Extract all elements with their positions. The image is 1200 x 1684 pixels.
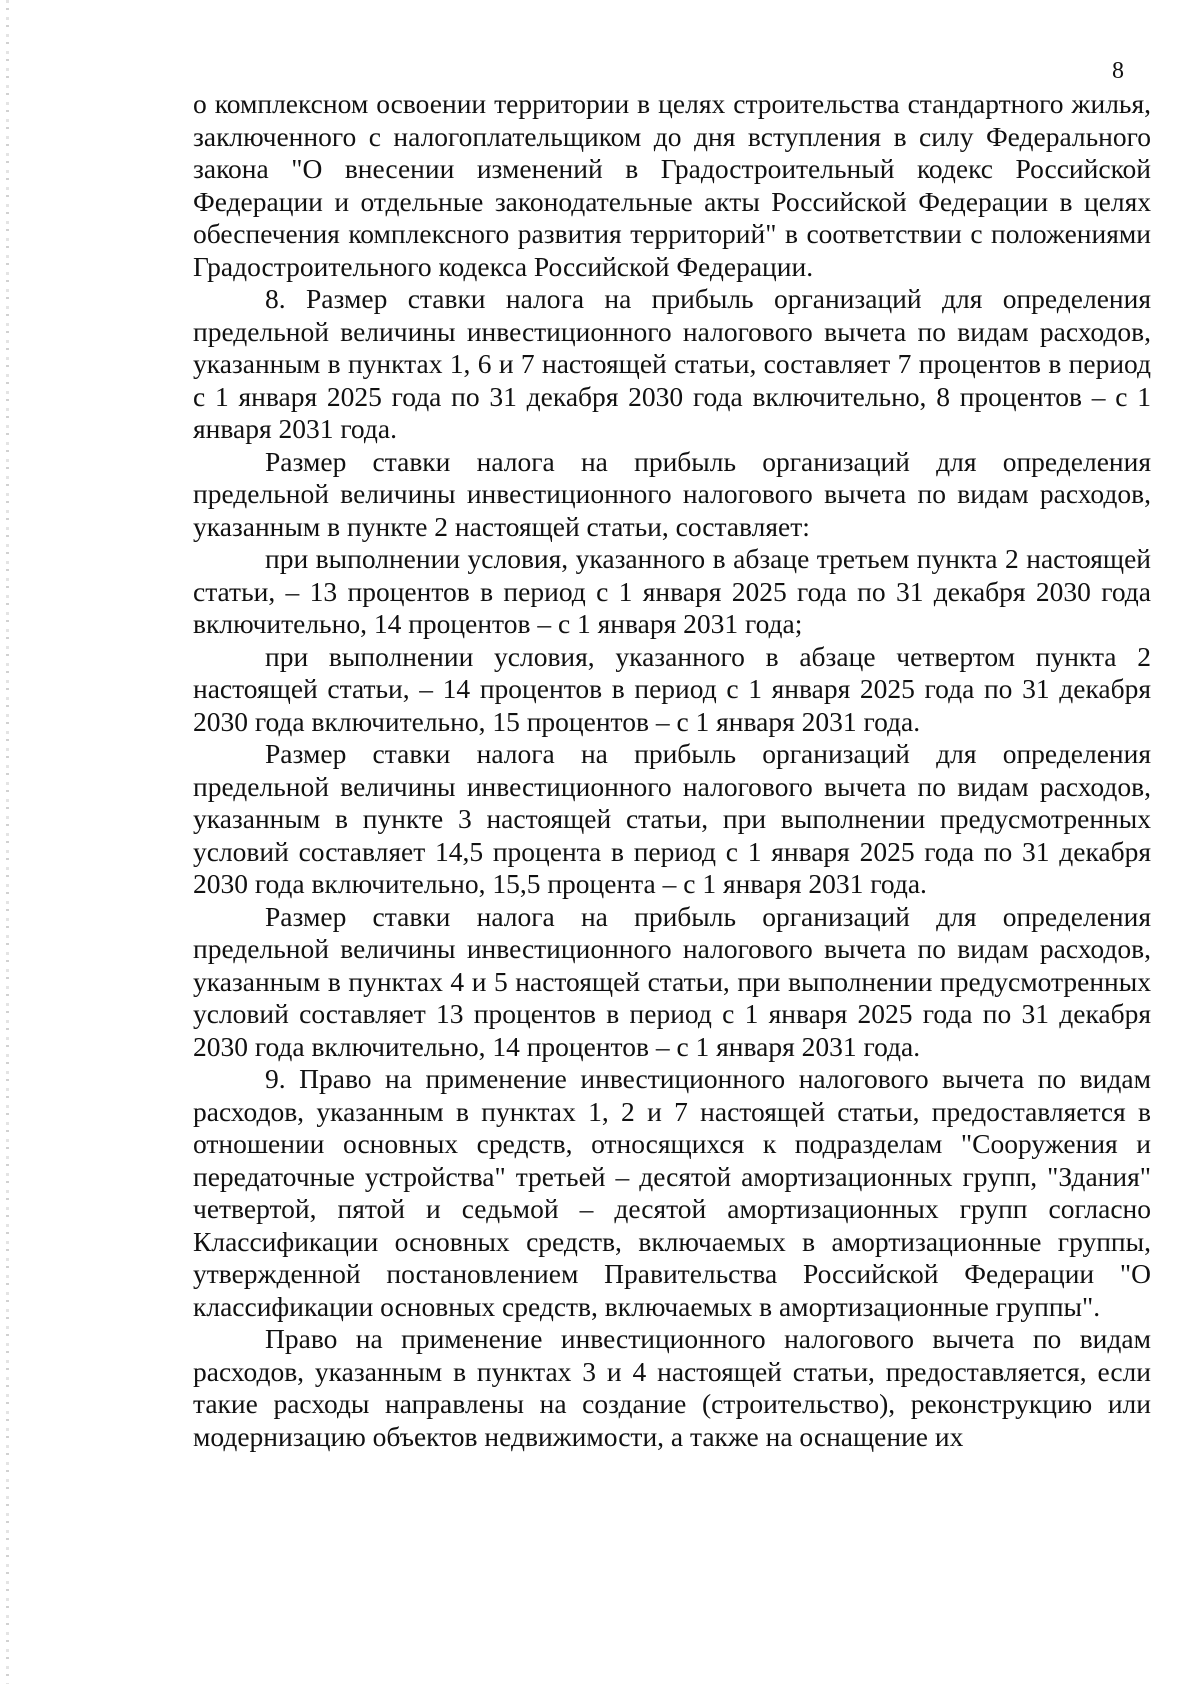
paragraph-continuation: о комплексном освоении территории в целях строительства стандартного жилья, заключенного с налогоплательщиком до дня вступления в силу Федерального закона "О внесении изменений в Градостроительный кодекс Российской Федерации и отдельные законодательные акты Российской Федерации в целях обеспечения комплексного развития территорий" в соответствии с положениями Градостроительного кодекса Российской Федерации. [193,88,1151,282]
paragraph-rate-items-4-5: Размер ставки налога на прибыль организаций для определения предельной величины инвестиционного налогового вычета по видам расходов, указанным в пунктах 4 и 5 настоящей статьи, при выполнении предусмотренных условий составляет 13 процентов в период с 1 января 2025 года по 31 декабря 2030 года включительно, 14 процентов – с 1 января 2031 года. [193,900,1151,1062]
page-number: 8 [1112,58,1124,84]
paragraph-condition-fourth: при выполнении условия, указанного в абзаце четвертом пункта 2 настоящей статьи, – 14 процентов в период с 1 января 2025 года по 31 декабря 2030 года включительно, 15 процентов – с 1 января 2031 года. [193,640,1151,737]
paragraph-item-8: 8. Размер ставки налога на прибыль организаций для определения предельной величины инвестиционного налогового вычета по видам расходов, указанным в пунктах 1, 6 и 7 настоящей статьи, составляет 7 процентов в период с 1 января 2025 года по 31 декабря 2030 года включительно, 8 процентов – с 1 января 2031 года. [193,283,1151,444]
document-body [193,88,1151,1453]
paragraph-right-items-3-4: Право на применение инвестиционного налогового вычета по видам расходов, указанным в пунктах 3 и 4 настоящей статьи, предоставляется, если такие расходы направлены на создание (строительство), реконструкцию или модернизацию объектов недвижимости, а также на оснащение их [193,1323,1151,1452]
paragraph-condition-third: при выполнении условия, указанного в абзаце третьем пункта 2 настоящей статьи, – 13 процентов в период с 1 января 2025 года по 31 декабря 2030 года включительно, 14 процентов – с 1 января 2031 года; [193,543,1151,639]
scan-edge-artifact [6,0,9,1684]
paragraph-item-9: 9. Право на применение инвестиционного налогового вычета по видам расходов, указанным в пунктах 1, 2 и 7 настоящей статьи, предоставляется в отношении основных средств, относящихся к подразделам "Сооружения и передаточные устройства" третьей – десятой амортизационных групп, "Здания" четвертой, пятой и седьмой – десятой амортизационных групп согласно Классификации основных средств, включаемых в амортизационные группы, утвержденной постановлением Правительства Российской Федерации "О классификации основных средств, включаемых в амортизационные группы". [193,1063,1151,1322]
paragraph-rate-item-3: Размер ставки налога на прибыль организаций для определения предельной величины инвестиционного налогового вычета по видам расходов, указанным в пункте 3 настоящей статьи, при выполнении предусмотренных условий составляет 14,5 процента в период с 1 января 2025 года по 31 декабря 2030 года включительно, 15,5 процента – с 1 января 2031 года. [193,738,1151,899]
paragraph-rate-item-2: Размер ставки налога на прибыль организаций для определения предельной величины инвестиционного налогового вычета по видам расходов, указанным в пункте 2 настоящей статьи, составляет: [193,445,1151,542]
